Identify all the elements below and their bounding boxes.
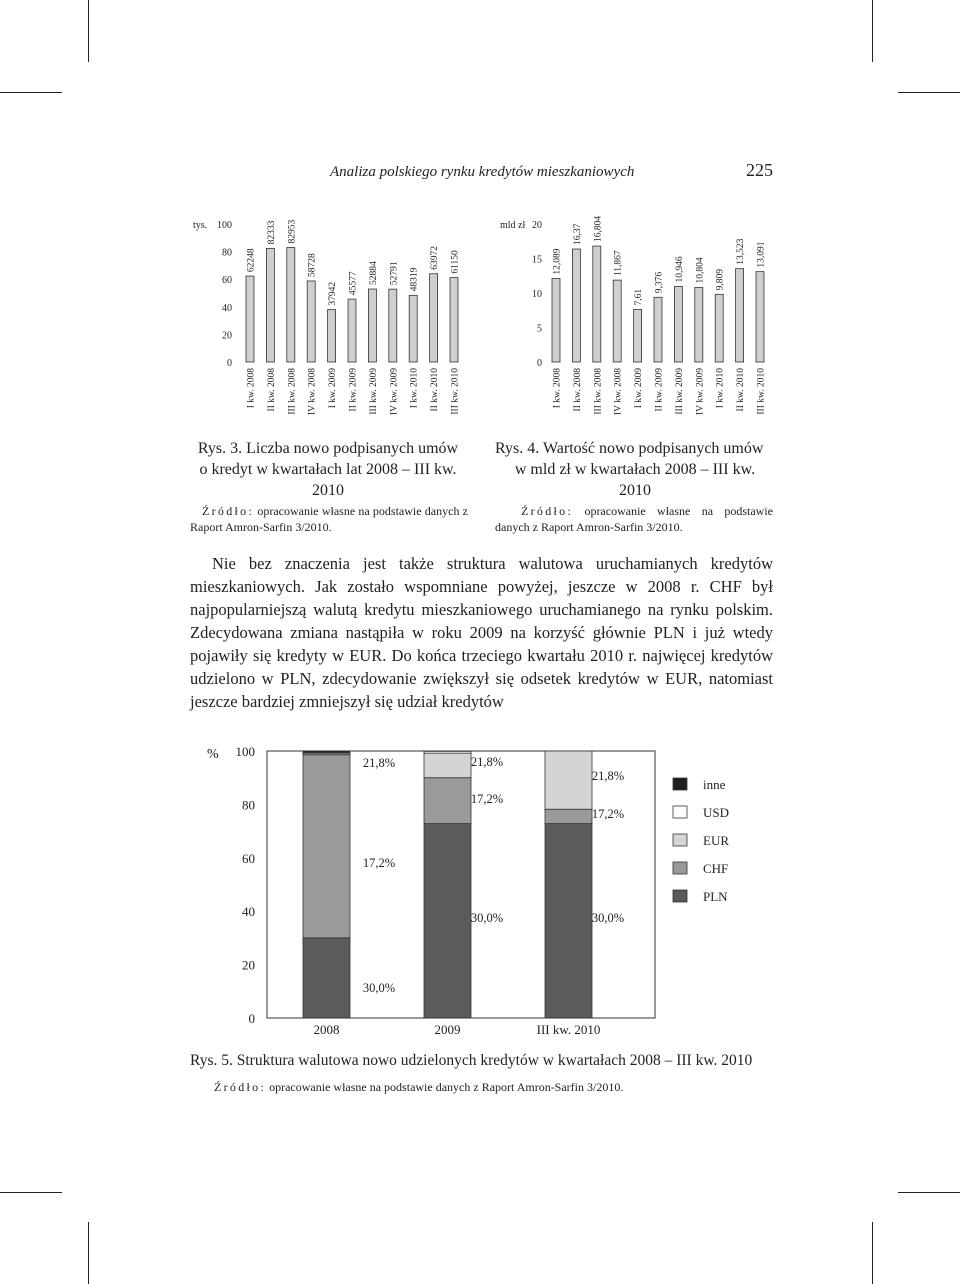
source-text: opracowanie własne na podstawie danych z Raport Amron-Sarfin 3/2010. [190, 504, 468, 534]
data-label: 10,946 [674, 256, 685, 283]
data-label: 62248 [246, 248, 257, 273]
x-tick-label: I kw. 2008 [552, 368, 563, 409]
data-label: 52791 [389, 261, 400, 286]
x-tick-label: 2008 [313, 1022, 340, 1037]
data-label: 16,37 [572, 223, 583, 246]
y-tick-label: 100 [217, 220, 232, 231]
source-label: Źródło: [521, 504, 574, 518]
bar-segment-eur [424, 753, 471, 778]
paragraph: Nie bez znaczenia jest także struktura walutowa uruchamianych kredytów mieszkaniowych. Jak zostało wspomniane powyżej, jeszcze w 2008 r. CHF był najpopularniejszą walutą kredytu mieszkaniowego uruchamianego na rynku polskim. Zdecydowana zmiana nastąpiła w roku 2009 na korzyść głównie PLN i już wtedy pojawiły się kredyty w EUR. Do końca trzeciego kwartału 2010 r. najwięcej kredytów udzielono w PLN, zdecydowanie zwiększył się odsetek kredytów w EUR, natomiast jeszcze bardziej zmniejszył się udział kredytów [190, 554, 773, 711]
source-text: opracowanie własne na podstawie danych z Raport Amron-Sarfin 3/2010. [495, 504, 774, 534]
data-label: 30,0% [591, 911, 625, 925]
source-label: Źródło: [202, 504, 255, 518]
x-tick-label: II kw. 2010 [736, 368, 747, 412]
figure-4-chart [480, 208, 780, 443]
data-label: 37942 [328, 281, 339, 306]
data-label: 48319 [409, 267, 420, 292]
y-tick-label: 20 [222, 330, 232, 342]
x-tick-label: III kw. 2010 [756, 368, 767, 415]
y-tick-label: 60 [242, 850, 255, 866]
bar [328, 310, 336, 362]
bar [409, 295, 417, 362]
bar [572, 249, 580, 362]
x-tick-label: 2009 [434, 1022, 461, 1037]
x-tick-label: IV kw. 2009 [695, 368, 706, 415]
x-tick-label: IV kw. 2009 [389, 368, 400, 415]
caption-line: 2010 [312, 482, 344, 499]
figure-4-caption [495, 438, 775, 501]
bar [287, 248, 295, 362]
bar-segment-chf [424, 778, 471, 824]
figure-5-caption: Rys. 5. Struktura walutowa nowo udzielonych kredytów w kwartałach 2008 – III kw. 2010 [190, 1052, 753, 1069]
x-tick-label: II kw. 2008 [572, 368, 583, 412]
data-label: 45577 [348, 271, 359, 296]
figure-3-caption [190, 438, 466, 501]
crop-mark [0, 1192, 62, 1193]
data-label: 12,089 [552, 248, 563, 275]
x-tick-label: I kw. 2009 [634, 368, 645, 409]
data-label: 61150 [450, 250, 461, 274]
bar-segment-pln [303, 938, 350, 1018]
y-tick-label: 40 [222, 302, 232, 314]
data-label: 63972 [430, 245, 441, 270]
bar [246, 276, 254, 362]
y-tick-label: 0 [537, 358, 542, 369]
bar [552, 279, 560, 362]
y-tick-label: 100 [235, 744, 255, 759]
y-tick-label: 10 [532, 289, 542, 300]
bar [348, 299, 356, 362]
y-tick-label: 20 [532, 220, 542, 231]
x-tick-label: II kw. 2010 [430, 368, 441, 412]
crop-mark [88, 0, 89, 62]
legend-label: inne [703, 777, 726, 792]
x-tick-label: III kw. 2008 [593, 368, 604, 415]
data-label: 52884 [368, 261, 379, 286]
x-tick-label: III kw. 2010 [450, 368, 461, 415]
x-tick-label: III kw. 2009 [368, 368, 379, 415]
bar [736, 269, 744, 362]
crop-mark [898, 1192, 960, 1193]
legend-label: CHF [703, 861, 729, 876]
page-number: 225 [746, 160, 773, 180]
y-tick-label: 40 [242, 904, 255, 920]
crop-mark [872, 0, 873, 62]
legend-label: PLN [703, 889, 728, 904]
legend-label: EUR [703, 833, 729, 848]
data-label: 17,2% [591, 807, 625, 821]
data-label: 13,091 [756, 241, 767, 268]
bar [266, 248, 274, 362]
y-tick-label: 20 [242, 957, 255, 973]
data-label: 9,376 [654, 271, 665, 294]
data-label: 16,804 [593, 215, 604, 243]
running-header-title: Analiza polskiego rynku kredytów mieszkaniowych [330, 164, 635, 180]
bar [715, 294, 723, 362]
legend-swatch [673, 806, 687, 818]
x-tick-label: II kw. 2009 [654, 368, 665, 412]
bar [674, 286, 682, 362]
x-tick-label: I kw. 2009 [328, 368, 339, 409]
x-tick-label: I kw. 2008 [246, 368, 257, 409]
data-label: 17,2% [362, 856, 396, 870]
bar-segment-chf [303, 755, 350, 938]
caption-line: 2010 [619, 482, 651, 499]
bar-segment-eur [545, 751, 592, 809]
figure-4-source [495, 503, 773, 535]
crop-mark [88, 1222, 89, 1284]
caption-line: o kredyt w kwartałach lat 2008 – III kw. [199, 461, 457, 478]
x-tick-label: I kw. 2010 [409, 368, 420, 409]
bar [593, 246, 601, 362]
data-label: 21,8% [591, 769, 625, 783]
data-label: 30,0% [470, 911, 504, 925]
source-label: Źródło: [214, 1080, 267, 1094]
legend-swatch [673, 834, 687, 846]
body-text [190, 552, 773, 713]
bar [389, 289, 397, 362]
legend-swatch [673, 862, 687, 874]
data-label: 17,2% [470, 792, 504, 806]
bar [368, 289, 376, 362]
bar [756, 272, 764, 362]
data-label: 9,809 [715, 268, 726, 291]
data-label: 82333 [266, 220, 277, 245]
crop-mark [898, 92, 960, 93]
data-label: 21,8% [362, 756, 396, 770]
x-tick-label: III kw. 2008 [287, 368, 298, 415]
y-tick-label: 60 [222, 275, 232, 287]
bar-segment-inne [303, 751, 350, 753]
bar-segment-pln [545, 824, 592, 1018]
y-tick-label: 80 [222, 247, 232, 259]
bar-segment-chf [545, 809, 592, 823]
x-tick-label: II kw. 2009 [348, 368, 359, 412]
data-label: 30,0% [362, 981, 396, 995]
bar [613, 280, 621, 362]
figure-3-source [190, 503, 468, 535]
caption-line: Rys. 3. Liczba nowo podpisanych umów [197, 440, 459, 457]
x-tick-label: II kw. 2008 [266, 368, 277, 412]
bar [695, 287, 703, 362]
figure-3-chart [180, 208, 480, 443]
legend-swatch [673, 890, 687, 902]
crop-mark [872, 1222, 873, 1284]
data-label: 58728 [307, 253, 318, 277]
y-tick-label: 15 [532, 254, 542, 266]
y-tick-label: 0 [227, 358, 232, 369]
bar [430, 274, 438, 362]
x-tick-label: IV kw. 2008 [307, 368, 318, 415]
data-label: 10,804 [695, 257, 706, 284]
caption-line: w mld zł w kwartałach 2008 – III kw. [514, 461, 756, 478]
y-tick-label: 0 [248, 1011, 255, 1026]
y-axis-label: % [207, 747, 219, 762]
bar [654, 297, 662, 362]
bar [307, 281, 315, 362]
figure-5-chart [195, 730, 785, 1048]
y-tick-label: 80 [242, 797, 255, 813]
data-label: 21,8% [470, 755, 504, 769]
x-tick-label: III kw. 2009 [674, 368, 685, 415]
bar [634, 309, 642, 362]
caption-line: Rys. 4. Wartość nowo podpisanych umów [495, 440, 764, 457]
data-label: 11,867 [613, 250, 624, 277]
bar [450, 278, 458, 362]
x-tick-label: I kw. 2010 [715, 368, 726, 409]
unit-label: tys. [193, 220, 208, 231]
data-label: 82953 [287, 219, 298, 244]
x-tick-label: III kw. 2010 [536, 1022, 601, 1037]
figure-5-source [214, 1080, 623, 1095]
legend-label: USD [703, 805, 730, 820]
legend-swatch [673, 778, 687, 790]
data-label: 13,523 [736, 238, 747, 265]
bar-segment-pln [424, 824, 471, 1018]
data-label: 7,61 [634, 288, 645, 306]
unit-label: mld zł [500, 220, 526, 231]
crop-mark [0, 92, 62, 93]
x-tick-label: IV kw. 2008 [613, 368, 624, 415]
y-tick-label: 5 [537, 323, 542, 335]
source-text: opracowanie własne na podstawie danych z Raport Amron-Sarfin 3/2010. [269, 1080, 624, 1094]
